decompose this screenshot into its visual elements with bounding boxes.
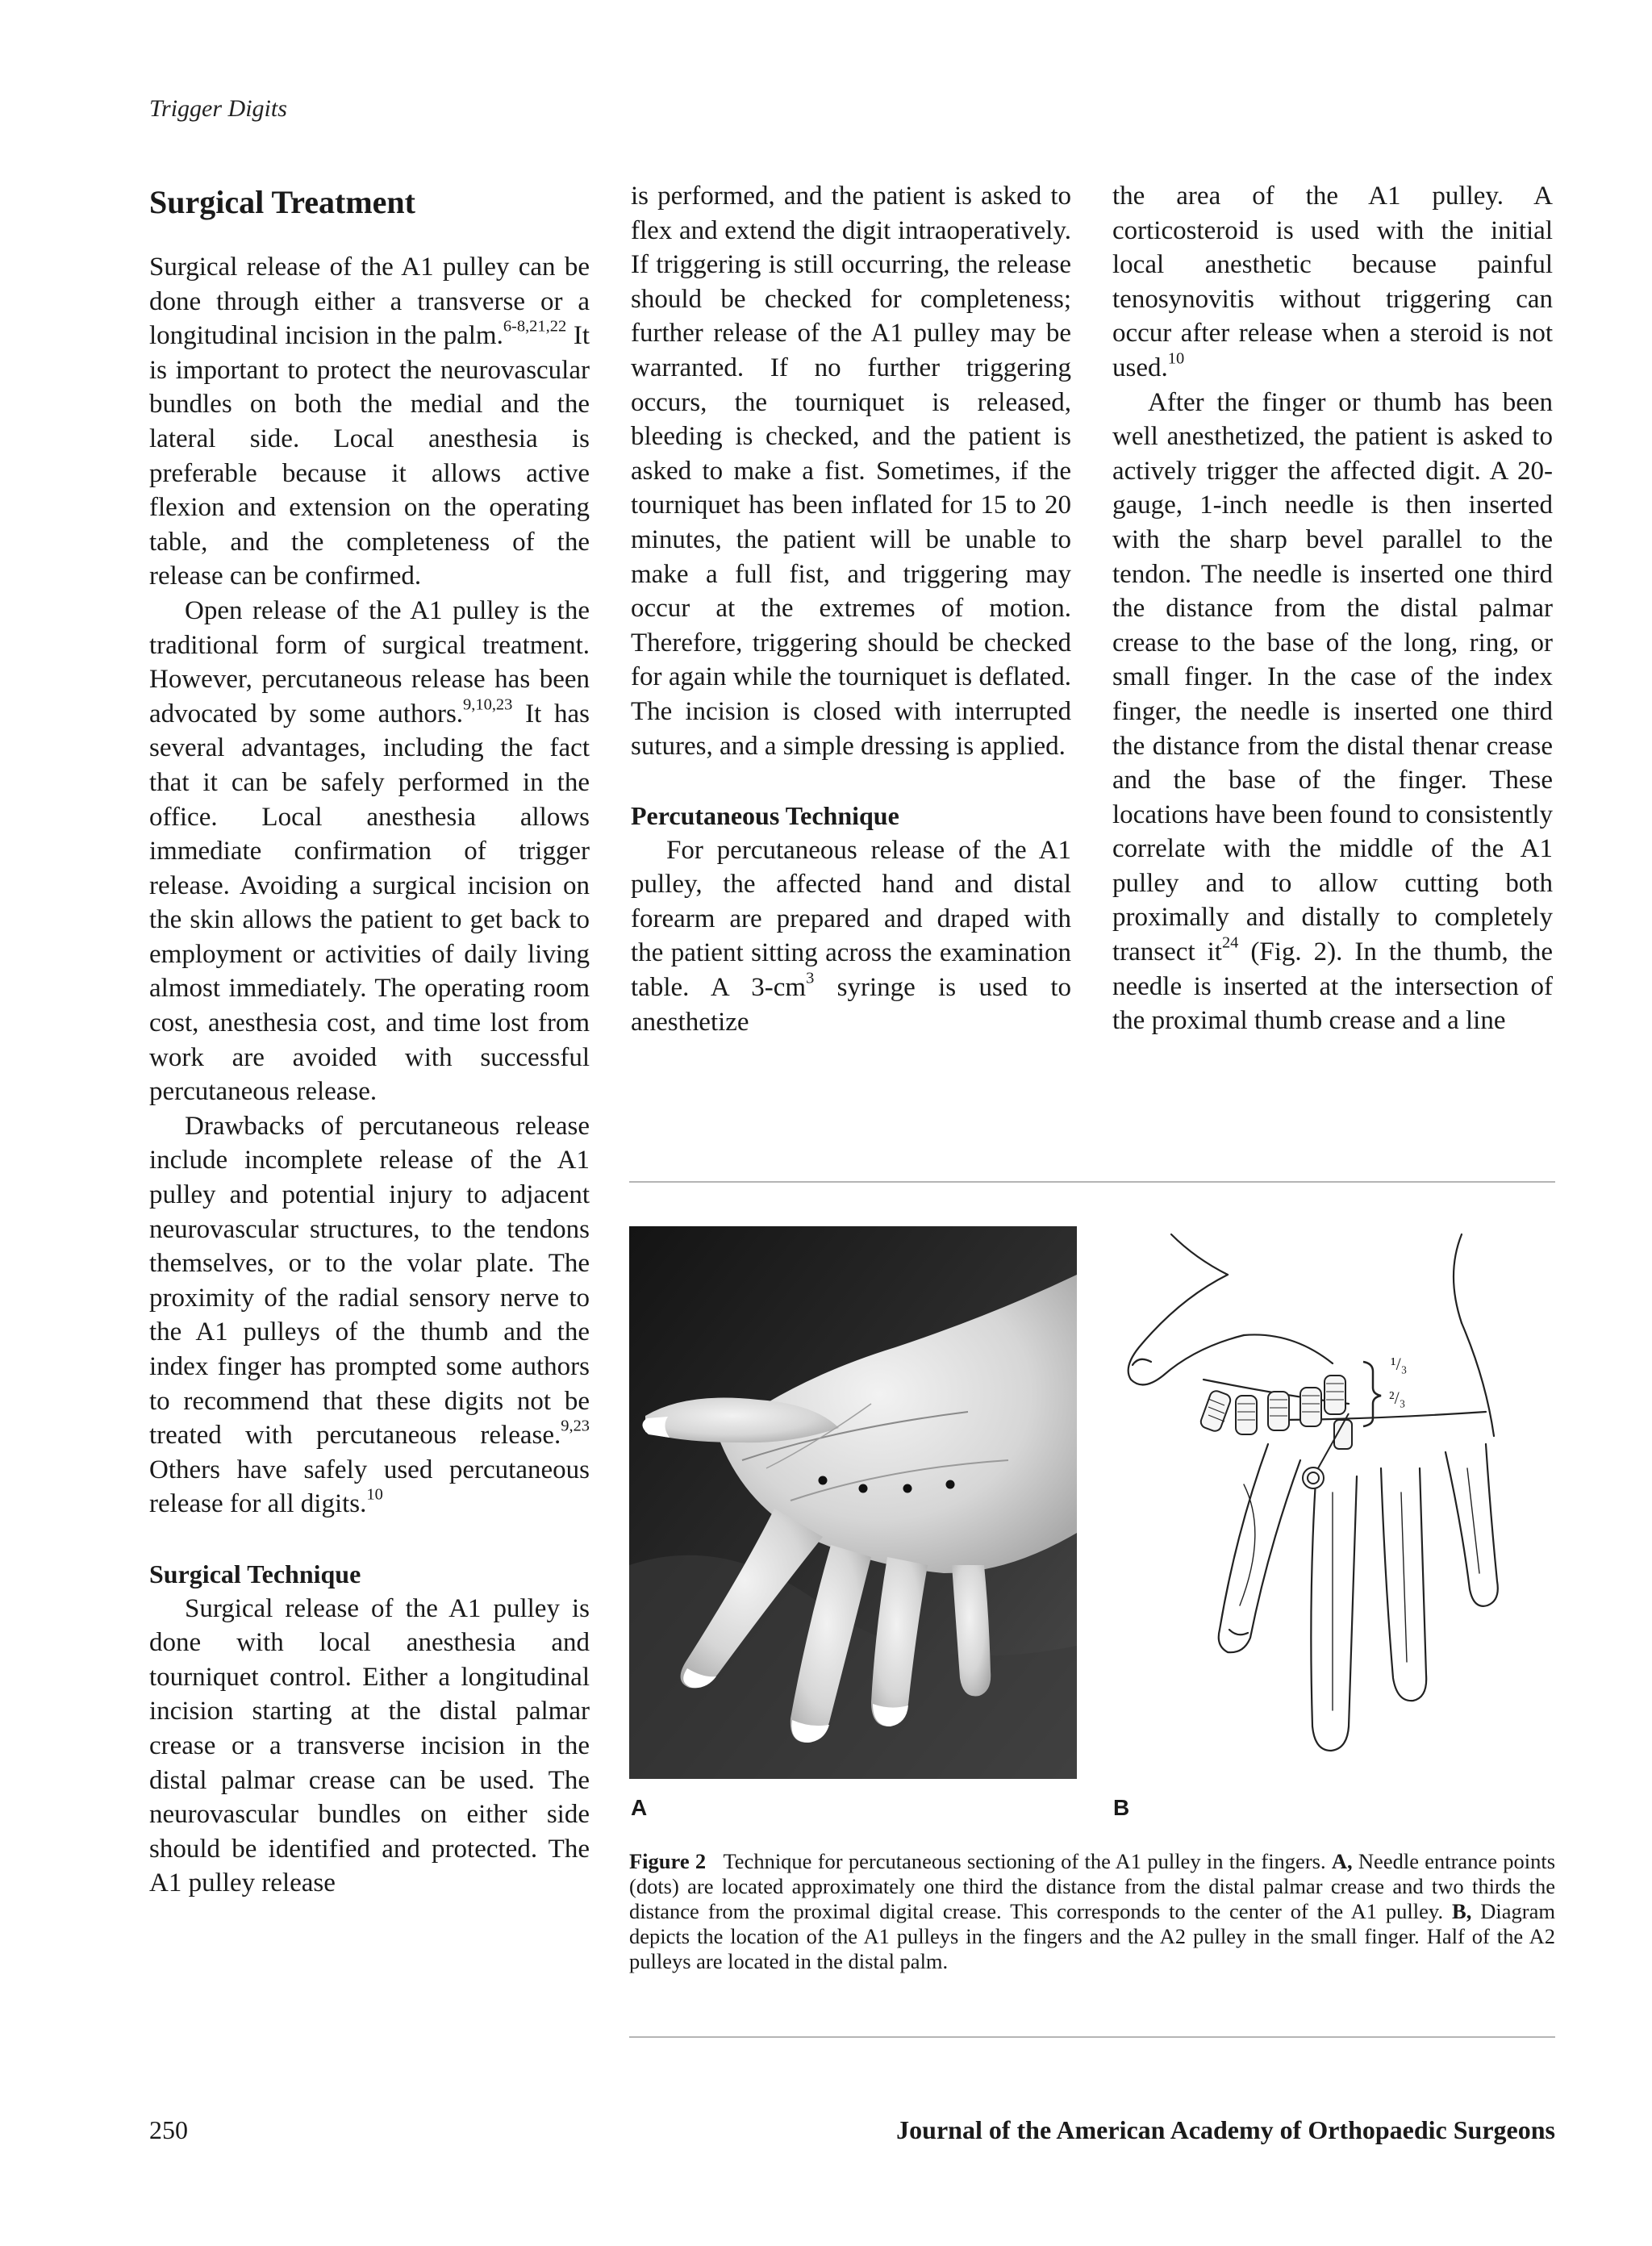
text-column-3 <box>1112 179 1553 1038</box>
needle-entry-dot <box>819 1476 828 1485</box>
section-heading: Surgical Treatment <box>149 184 415 220</box>
citation: 10 <box>1167 349 1185 368</box>
figure-bottom-rule <box>629 2036 1555 2038</box>
a1-pulley <box>1325 1376 1345 1414</box>
a1-pulley <box>1268 1392 1289 1430</box>
figure-caption: Figure 2 Technique for percutaneous sectioning of the A1 pulley in the fingers. A, Needle entrance points (dots) are located approximately one third the distance from the distal palmar crease and two thirds the distance from the proximal digital crease. This corresponds to the center of the A1 pulley. B, Diagram depicts the location of the A1 pulleys in the fingers and the A2 pulley in the small finger. Half of the A2 pulleys are located in the distal palm. <box>629 1849 1556 1973</box>
hand-line-drawing <box>1107 1226 1558 1779</box>
superscript: 3 <box>806 969 815 987</box>
paragraph: For percutaneous release of the A1 pulley, the affected hand and distal forearm are prepared and draped with the patient sitting across the examination table. A $3-cm^3$ syringe is used to anesthetize <box>631 835 1071 1037</box>
panel-label-b: B <box>1113 1795 1130 1820</box>
subsection-heading: Surgical Technique <box>149 1559 361 1588</box>
journal-title: Journal of the American Academy of Orthopaedic Surgeons <box>896 2115 1555 2144</box>
a1-pulley <box>1236 1396 1257 1434</box>
citation: 10 <box>366 1486 383 1505</box>
needle-entry-dot <box>859 1484 868 1493</box>
citation: 9,23 <box>561 1417 590 1435</box>
two-thirds-label: ²/₃ <box>1389 1388 1406 1408</box>
needle-entry-dot <box>903 1484 912 1493</box>
one-third-label: ¹/₃ <box>1391 1354 1408 1374</box>
citation: 24 <box>1221 933 1239 952</box>
paragraph: the area of the A1 pulley. A corticosteroid is used with the initial local anesthetic because painful tenosynovitis without triggering can occur after release when a steroid is not used.$^{10}$ <box>1112 182 1553 382</box>
figure-top-rule <box>629 1181 1555 1183</box>
needle-entry-dot <box>946 1480 955 1489</box>
running-title: Trigger Digits <box>149 95 287 122</box>
paragraph: After the finger or thumb has been well anesthetized, the patient is asked to actively trigger the affected digit. A 20-gauge, 1-inch needle is then inserted with the sharp bevel parallel to the tendon. The needle is inserted one third the distance from the distal palmar crease to the base of the long, ring, or small finger. In the case of the index finger, the needle is inserted one third the distance from the distal thenar crease and the base of the finger. These locations have been found to consistently correlate with the middle of the A1 pulley and to allow cutting both proximally and distally to completely transect $it^{24}$ (Fig. 2). In the thumb, the needle is inserted at the intersection of the proximal thumb crease and a line <box>1112 387 1553 1036</box>
a1-pulley <box>1199 1389 1233 1433</box>
paragraph: Surgical release of the A1 pulley is done with local anesthesia and tourniquet control. Either a longitudinal incision starting at the distal palmar crease or a transverse incision in the distal palmar crease can be used. The neurovascular bundles on either side should be identified and protected. The A1 pulley release <box>149 1593 590 1898</box>
page-number: 250 <box>149 2115 188 2144</box>
hand-photo-illustration <box>629 1226 1077 1779</box>
subsection-heading: Percutaneous Technique <box>631 801 899 831</box>
text-column-2 <box>631 179 1071 1039</box>
citation: 9,10,23 <box>463 695 513 714</box>
panel-label-a: A <box>631 1795 648 1820</box>
paragraph: is performed, and the patient is asked to flex and extend the digit intraoperatively. If triggering is still occurring, the release should be checked for completeness; further release of the A1 pulley may be warranted. If no further triggering occurs, the tourniquet is released, bleeding is checked, and the patient is asked to make a fist. Sometimes, if the tourniquet has been inflated for 15 to 20 minutes, the patient will be unable to make a full fist, and triggering may occur at the extremes of motion. Therefore, triggering should be checked for again while the tourniquet is deflated. The incision is closed with interrupted sutures, and a simple dressing is applied. <box>631 182 1071 761</box>
pulley-diagram <box>1107 1226 1558 1779</box>
caption-label: Figure 2 <box>629 1849 707 1873</box>
a1-pulley <box>1300 1388 1321 1426</box>
paragraph: Open release of the A1 pulley is the traditional form of surgical treatment. However, percutaneous release has been advocated by some authors.$^{9,10,23}$ It has several advantages, including the fact that it can be safely performed in the office. Local anesthesia allows immediate confirmation of trigger release. Avoiding a surgical incision on the skin allows the patient to get back to employment or activities of daily living almost immediately. The operating room cost, anesthesia cost, and time lost from work are avoided with successful percutaneous release. <box>149 595 590 1107</box>
paragraph: Surgical release of the A1 pulley can be done through either a transverse or a longitudinal incision in the palm.$^{6-8,21,22}$ It is important to protect the neurovascular bundles on both the medial and the lateral side. Local anesthesia is preferable because it allows active flexion and extension on the operating table, and the completeness of the release can be confirmed. <box>149 253 590 591</box>
citation: 6-8,21,22 <box>503 317 567 336</box>
text-column-1 <box>149 179 590 1901</box>
hand-photo <box>629 1226 1077 1779</box>
paragraph: Drawbacks of percutaneous release include incomplete release of the A1 pulley and potential injury to adjacent neurovascular structures, to the tendons themselves, or to the volar plate. The proximity of the radial sensory nerve to the A1 pulleys of the thumb and the index finger has prompted some authors to recommend that these digits not be treated with percutaneous release.$^{9,23}$ Others have safely used percutaneous release for all digits.$^{10}$ <box>149 1111 590 1519</box>
